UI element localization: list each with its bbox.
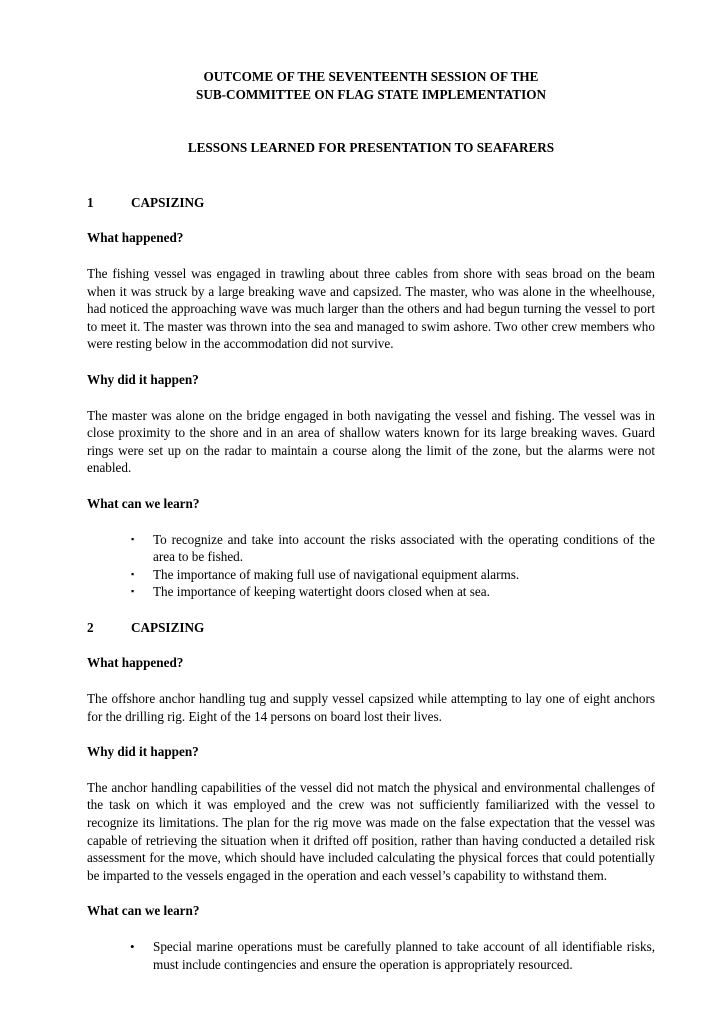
section-1-number: 1 (87, 194, 94, 210)
section-1-what-happened-text: The fishing vessel was engaged in trawling about three cables from shore with seas broad on the beam when it was struck by a large breaking wave and capsized. The master, who was alone in the wheelhouse, had noticed the approaching wave was much larger than the others and had begun turning the vessel to port to meet it. The master was thrown into the sea and managed to swim ashore. Two other crew members who were resting below in the accommodation did not survive. (87, 265, 655, 352)
section-2-what-happened-text: The offshore anchor handling tug and supply vessel capsized while attempting to lay one of eight anchors for the drilling rig. Eight of the 14 persons on board lost their lives. (87, 691, 655, 724)
section-2-lessons-list (87, 938, 655, 973)
lesson-text: To recognize and take into account the risks associated with the operating conditions of the area to be fished. (153, 531, 655, 565)
square-bullet-icon: ▪ (131, 568, 135, 579)
square-bullet-icon: ▪ (131, 533, 135, 544)
section-1-heading (87, 194, 655, 212)
section-2-title: CAPSIZING (131, 619, 205, 635)
lesson-text: The importance of keeping watertight doors closed when at sea. (153, 584, 490, 600)
section-1-why-text: The master was alone on the bridge engaged in both navigating the vessel and fishing. The vessel was in close proximity to the shore and in an area of shallow waters known for its large breaking waves. Guard rings were set up on the radar to maintain a course along the limit of the zone, but the alarms were not enabled. (87, 407, 655, 476)
section-2-number: 2 (87, 619, 94, 635)
section-1-lessons-list (87, 531, 655, 601)
section-2-question-learn: What can we learn? (87, 903, 200, 919)
list-item (130, 531, 655, 566)
square-bullet-icon: ▪ (131, 586, 135, 597)
lesson-text: The importance of making full use of navigational equipment alarms. (153, 566, 520, 582)
round-bullet-icon: • (130, 939, 135, 954)
list-item (130, 583, 655, 601)
section-1-question-why: Why did it happen? (87, 371, 199, 387)
document-title-line-1: OUTCOME OF THE SEVENTEENTH SESSION OF THE (203, 69, 539, 84)
list-item (130, 938, 655, 973)
section-2-why-text: The anchor handling capabilities of the vessel did not match the physical and environmental challenges of the task on which it was employed and the crew was not sufficiently familiarized with the vessel to recognize its limitations. The plan for the rig move was made on the false expectation that the vessel was capable of retrieving the situation when it drifted off position, rather than having conducted a detailed risk assessment for the move, which should have included calculating the physical forces that could potentially be imparted to the vessels engaged in the operation and each vessel’s capability to withstand them. (87, 779, 655, 883)
document-subtitle: LESSONS LEARNED FOR PRESENTATION TO SEAFARERS (187, 140, 555, 156)
section-2-question-why: Why did it happen? (87, 744, 199, 760)
list-item (130, 566, 655, 584)
section-1-question-what-happened: What happened? (87, 230, 184, 246)
section-2-heading (87, 619, 655, 637)
section-1-title: CAPSIZING (131, 194, 205, 210)
lesson-text: Special marine operations must be carefully planned to take account of all identifiable risks, must include contingencies and ensure the operation is appropriately resourced. (153, 939, 655, 972)
section-1-question-learn: What can we learn? (87, 495, 200, 511)
document-title-line-2: SUB-COMMITTEE ON FLAG STATE IMPLEMENTATION (196, 86, 546, 102)
section-2-question-what-happened: What happened? (87, 655, 184, 671)
